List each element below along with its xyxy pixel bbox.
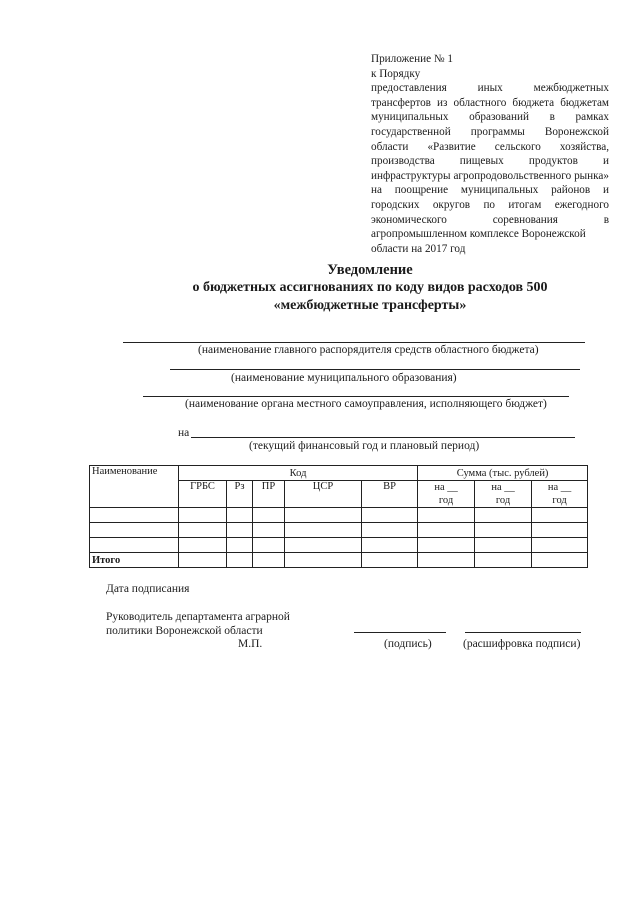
appendix-number: Приложение № 1 bbox=[371, 53, 453, 65]
chief-manager-caption: (наименование главного распорядителя средств областного бюджета) bbox=[198, 344, 539, 356]
signature-line[interactable] bbox=[354, 632, 446, 633]
decoding-caption: (расшифровка подписи) bbox=[463, 638, 581, 650]
col-year-3: на __ год bbox=[532, 481, 588, 508]
na-label: на bbox=[178, 427, 190, 439]
col-year-1: на __ год bbox=[418, 481, 475, 508]
stamp-label: М.П. bbox=[238, 638, 263, 650]
head-title-line1: Руководитель департамента аграрной bbox=[106, 611, 290, 623]
signature-caption: (подпись) bbox=[384, 638, 432, 650]
header-name: Наименование bbox=[90, 466, 179, 508]
header-code: Код bbox=[179, 466, 418, 481]
period-caption: (текущий финансовый год и плановый период) bbox=[249, 440, 480, 452]
appendix-order-ref: к Порядку bbox=[371, 67, 421, 80]
assignments-table bbox=[89, 465, 588, 568]
document-subtitle-2: «межбюджетные трансферты» bbox=[273, 298, 467, 313]
table-row[interactable] bbox=[90, 508, 588, 523]
document-subtitle: о бюджетных ассигнованиях по коду видов расходов 500 bbox=[192, 280, 548, 295]
header-sum: Сумма (тыс. рублей) bbox=[418, 466, 588, 481]
col-year-2: на __ год bbox=[475, 481, 532, 508]
col-vr: ВР bbox=[362, 481, 418, 508]
col-grbs: ГРБС bbox=[179, 481, 227, 508]
chief-manager-line[interactable] bbox=[123, 342, 585, 343]
period-line[interactable] bbox=[191, 437, 575, 438]
appendix-last-line: области на 2017 год bbox=[371, 242, 466, 255]
total-label: Итого bbox=[90, 553, 179, 568]
local-authority-line[interactable] bbox=[143, 396, 569, 397]
table-total-row bbox=[90, 553, 588, 568]
appendix-body: предоставления иных межбюджетных трансфертов из областного бюджета бюджетам муниципальных образований в рамках государственной программы Воронежской области «Развитие сельского хозяйства, производства пищевых продуктов и инфраструктуры агропродовольственного рынка» на поощрение муниципальных районов и городских округов по итогам ежегодного экономического соревнования в агропромышленном комплексе Воронежской bbox=[371, 82, 609, 241]
table-row[interactable] bbox=[90, 538, 588, 553]
head-title-line2: политики Воронежской области bbox=[106, 625, 263, 637]
municipality-line[interactable] bbox=[170, 369, 580, 370]
local-authority-caption: (наименование органа местного самоуправления, исполняющего бюджет) bbox=[185, 398, 547, 410]
col-pr: ПР bbox=[253, 481, 285, 508]
col-rz: Рз bbox=[227, 481, 253, 508]
appendix-block bbox=[371, 52, 609, 256]
col-csr: ЦСР bbox=[285, 481, 362, 508]
municipality-caption: (наименование муниципального образования) bbox=[231, 372, 457, 384]
table-row[interactable] bbox=[90, 523, 588, 538]
decoding-line[interactable] bbox=[465, 632, 581, 633]
sign-date-label: Дата подписания bbox=[106, 583, 190, 595]
document-title: Уведомление bbox=[327, 262, 413, 278]
table-header-row bbox=[90, 466, 588, 481]
